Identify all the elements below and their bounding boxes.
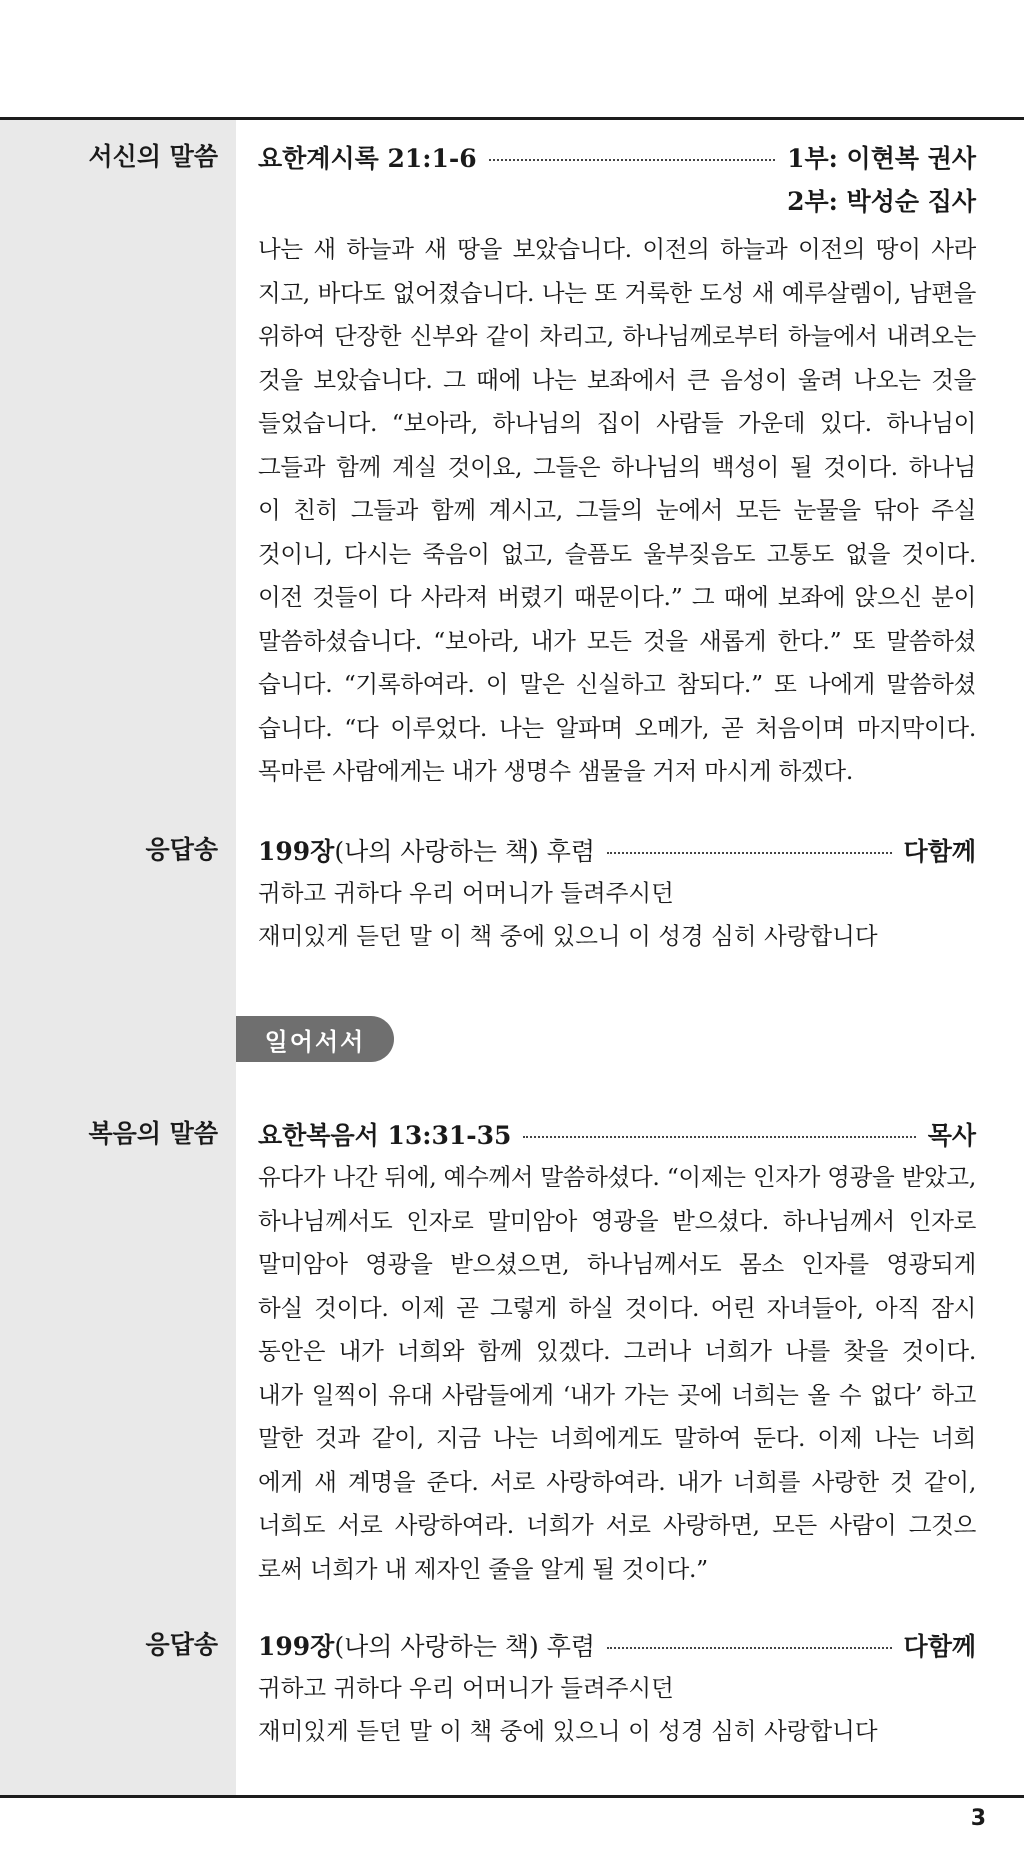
page-number: 3 [970,1806,986,1831]
text-line: 로써 너희가 내 제자인 줄을 알게 될 것이다.” [258,1554,708,1583]
text-line: 유다가 나간 뒤에, 예수께서 말씀하셨다. “이제는 인자가 영광을 받았고, [258,1163,976,1191]
text-line: 것이니, 다시는 죽음이 없고, 슬픔도 울부짖음도 고통도 없을 것이다. [258,539,976,568]
text-line: 습니다. “다 이루었다. 나는 알파며 오메가, 곧 처음이며 마지막이다. [258,713,976,742]
gospel-label: 복음의 말씀 [88,1119,218,1148]
text-line: 그들과 함께 계실 것이요, 그들은 하나님의 백성이 될 것이다. 하나님 [258,452,976,481]
stand-up-badge: 일어서서 [236,1016,394,1062]
hymn-title: (나의 사랑하는 책) 후렴 [334,837,596,866]
first-reading-reader1: 1부: 이현복 권사 [787,144,976,173]
first-reading-reader2: 2부: 박성순 집사 [787,187,976,216]
hymn-number: 199장 [258,1632,335,1661]
response2-header [258,1628,976,1662]
bottom-rule [0,1795,1024,1798]
leader-dots [607,1647,892,1649]
lyric-line: 재미있게 듣던 말 이 책 중에 있으니 이 성경 심히 사랑합니다 [258,1717,878,1745]
leader-dots [489,159,775,161]
response1-lyrics [258,872,976,958]
text-line: 동안은 내가 너희와 함께 있겠다. 그러나 너희가 나를 찾을 것이다. [258,1337,976,1365]
text-line: 내가 일찍이 유대 사람들에게 ‘내가 가는 곳에 너희는 올 수 없다’ 하고 [258,1380,976,1409]
hymn-number: 199장 [258,837,335,866]
text-line: 것을 보았습니다. 그 때에 나는 보좌에서 큰 음성이 울려 나오는 것을 [258,365,976,394]
first-reading-text [258,228,976,794]
first-reading-label: 서신의 말씀 [88,142,218,171]
text-line: 하나님께서도 인자로 말미암아 영광을 받으셨다. 하나님께서 인자로 [258,1206,976,1235]
text-line: 이 친히 그들과 함께 계시고, 그들의 눈에서 모든 눈물을 닦아 주실 [258,496,976,524]
gospel-reader: 목사 [927,1121,976,1150]
label-column [0,120,236,1795]
leader-dots [607,852,892,854]
hymn-performer: 다함께 [903,1632,976,1661]
text-line: 습니다. “기록하여라. 이 말은 신실하고 참되다.” 또 나에게 말씀하셨 [258,670,976,698]
response1-header [258,833,976,867]
text-line: 말미암아 영광을 받으셨으면, 하나님께서도 몸소 인자를 영광되게 [258,1250,976,1278]
text-line: 이전 것들이 다 사라져 버렸기 때문이다.” 그 때에 보좌에 앉으신 분이 [258,583,976,611]
lyric-line: 귀하고 귀하다 우리 어머니가 들려주시던 [258,879,674,907]
text-line: 나는 새 하늘과 새 땅을 보았습니다. 이전의 하늘과 이전의 땅이 사라 [258,235,976,263]
leader-dots [523,1136,915,1138]
text-line: 말씀하셨습니다. “보아라, 내가 모든 것을 새롭게 한다.” 또 말씀하셨 [258,626,976,655]
text-line: 위하여 단장한 신부와 같이 차리고, 하나님께로부터 하늘에서 내려오는 [258,322,976,350]
first-reading-header [258,140,976,174]
text-line: 너희도 서로 사랑하여라. 너희가 서로 사랑하면, 모든 사람이 그것으 [258,1511,976,1539]
gospel-text [258,1156,976,1591]
hymn-title: (나의 사랑하는 책) 후렴 [334,1632,596,1661]
response2-lyrics [258,1667,976,1753]
text-line: 들었습니다. “보아라, 하나님의 집이 사람들 가운데 있다. 하나님이 [258,409,976,437]
gospel-reference: 요한복음서 13:31-35 [258,1121,512,1150]
text-line: 지고, 바다도 없어졌습니다. 나는 또 거룩한 도성 새 예루살렘이, 남편을 [258,278,976,307]
first-reading-reference: 요한계시록 21:1-6 [258,144,477,173]
lyric-line: 귀하고 귀하다 우리 어머니가 들려주시던 [258,1674,674,1702]
hymn-performer: 다함께 [903,837,976,866]
text-line: 에게 새 계명을 준다. 서로 사랑하여라. 내가 너희를 사랑한 것 같이, [258,1467,976,1496]
text-line: 하실 것이다. 이제 곧 그렇게 하실 것이다. 어린 자녀들아, 아직 잠시 [258,1293,976,1322]
lyric-line: 재미있게 듣던 말 이 책 중에 있으니 이 성경 심히 사랑합니다 [258,922,878,950]
text-line: 말한 것과 같이, 지금 나는 너희에게도 말하여 둔다. 이제 나는 너희 [258,1424,976,1452]
response2-label: 응답송 [145,1630,218,1659]
gospel-header [258,1117,976,1151]
response1-label: 응답송 [145,835,218,864]
text-line: 목마른 사람에게는 내가 생명수 샘물을 거저 마시게 하겠다. [258,757,853,785]
